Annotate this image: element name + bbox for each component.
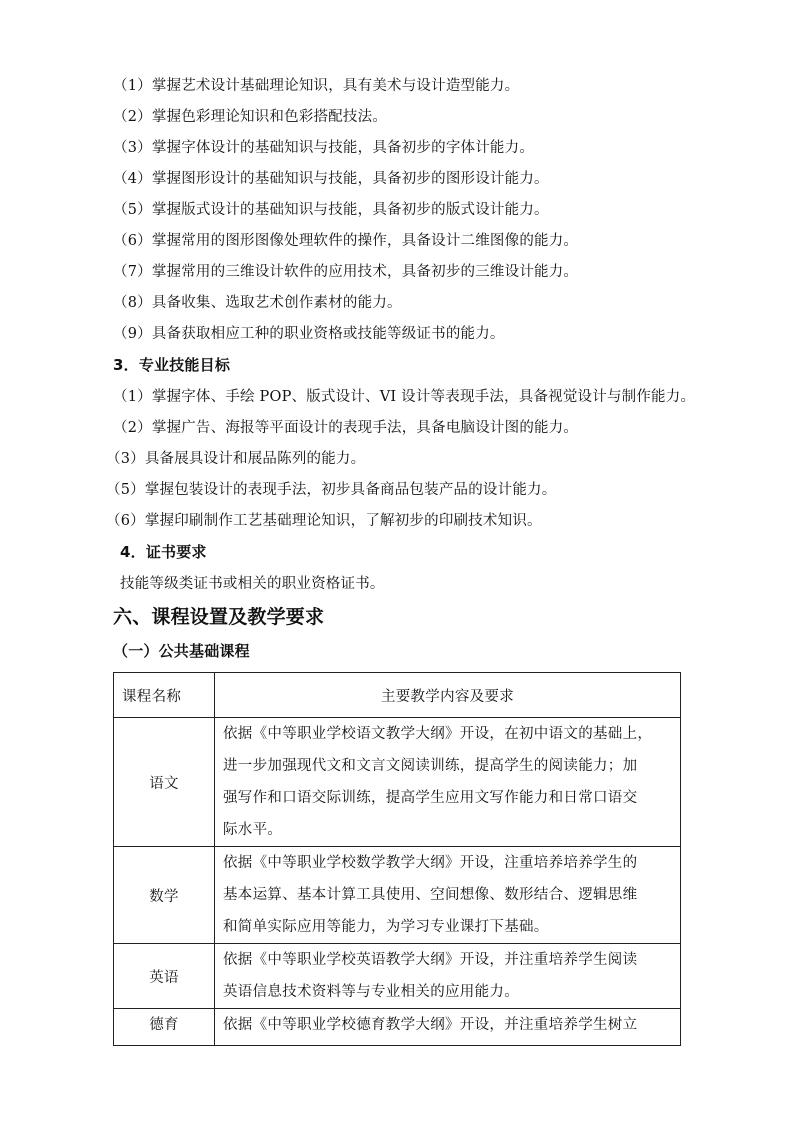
skill-item-6: （6）掌握印刷制作工艺基础理论知识，了解初步的印刷技术知识。 (106, 513, 542, 529)
course-description (215, 718, 681, 847)
ability-item-9: （9）具备获取相应工种的职业资格或技能等级证书的能力。 (113, 326, 505, 342)
ability-item-1: （1）掌握艺术设计基础理论知识，具有美术与设计造型能力。 (113, 78, 520, 94)
skill-item-5: （5）掌握包装设计的表现手法，初步具备商品包装产品的设计能力。 (106, 482, 557, 498)
table-row (114, 718, 681, 847)
table-header-row (114, 673, 681, 718)
subsection-title: （一）公共基础课程 (113, 642, 250, 660)
section-title: 六、课程设置及教学要求 (113, 606, 325, 628)
description-line: 和简单实际应用等能力，为学习专业课打下基础。 (223, 919, 549, 935)
ability-item-5: （5）掌握版式设计的基础知识与技能，具备初步的版式设计能力。 (113, 202, 549, 218)
description-line: 依据《中等职业学校德育教学大纲》开设，并注重培养学生树立 (223, 1017, 638, 1033)
skills-heading: 3．专业技能目标 (113, 356, 231, 374)
ability-item-6: （6）掌握常用的图形图像处理软件的操作，具备设计二维图像的能力。 (113, 233, 579, 249)
ability-item-3: （3）掌握字体设计的基础知识与技能，具备初步的字体计能力。 (113, 140, 535, 156)
table-row (114, 847, 681, 944)
certificate-heading: 4．证书要求 (120, 543, 207, 561)
header-content: 主要教学内容及要求 (215, 673, 681, 718)
skill-item-2: （2）掌握广告、海报等平面设计的表现手法，具备电脑设计图的能力。 (113, 420, 579, 436)
table-row (114, 1009, 681, 1046)
course-name: 语文 (114, 718, 215, 847)
description-line: 进一步加强现代文和文言文阅读训练，提高学生的阅读能力；加 (223, 758, 638, 774)
course-name: 德育 (114, 1009, 215, 1046)
description-line: 际水平。 (223, 822, 283, 838)
course-description (215, 944, 681, 1009)
ability-item-4: （4）掌握图形设计的基础知识与技能，具备初步的图形设计能力。 (113, 171, 549, 187)
description-line: 英语信息技术资料等与专业相关的应用能力。 (223, 984, 519, 1000)
description-line: 依据《中等职业学校数学教学大纲》开设，注重培养培养学生的 (223, 855, 638, 871)
course-name: 英语 (114, 944, 215, 1009)
header-course-name: 课程名称 (114, 673, 215, 718)
table-row (114, 944, 681, 1009)
description-line: 依据《中等职业学校英语教学大纲》开设，并注重培养学生阅读 (223, 952, 638, 968)
description-line: 强写作和口语交际训练，提高学生应用文写作能力和日常口语交 (223, 790, 638, 806)
course-name: 数学 (114, 847, 215, 944)
description-line: 依据《中等职业学校语文教学大纲》开设，在初中语文的基础上， (223, 726, 653, 742)
description-line: 基本运算、基本计算工具使用、空间想像、数形结合、逻辑思维 (223, 887, 638, 903)
course-table (113, 672, 681, 1046)
certificate-text: 技能等级类证书或相关的职业资格证书。 (120, 576, 385, 592)
course-description (215, 1009, 681, 1046)
ability-item-7: （7）掌握常用的三维设计软件的应用技术，具备初步的三维设计能力。 (113, 264, 579, 280)
ability-item-2: （2）掌握色彩理论知识和色彩搭配技法。 (113, 109, 388, 125)
ability-item-8: （8）具备收集、选取艺术创作素材的能力。 (113, 295, 402, 311)
skill-item-1: （1）掌握字体、手绘 POP、版式设计、VI 设计等表现手法，具备视觉设计与制作能力。 (113, 389, 696, 405)
skill-item-3: （3）具备展具设计和展品陈列的能力。 (106, 451, 366, 467)
course-description (215, 847, 681, 944)
